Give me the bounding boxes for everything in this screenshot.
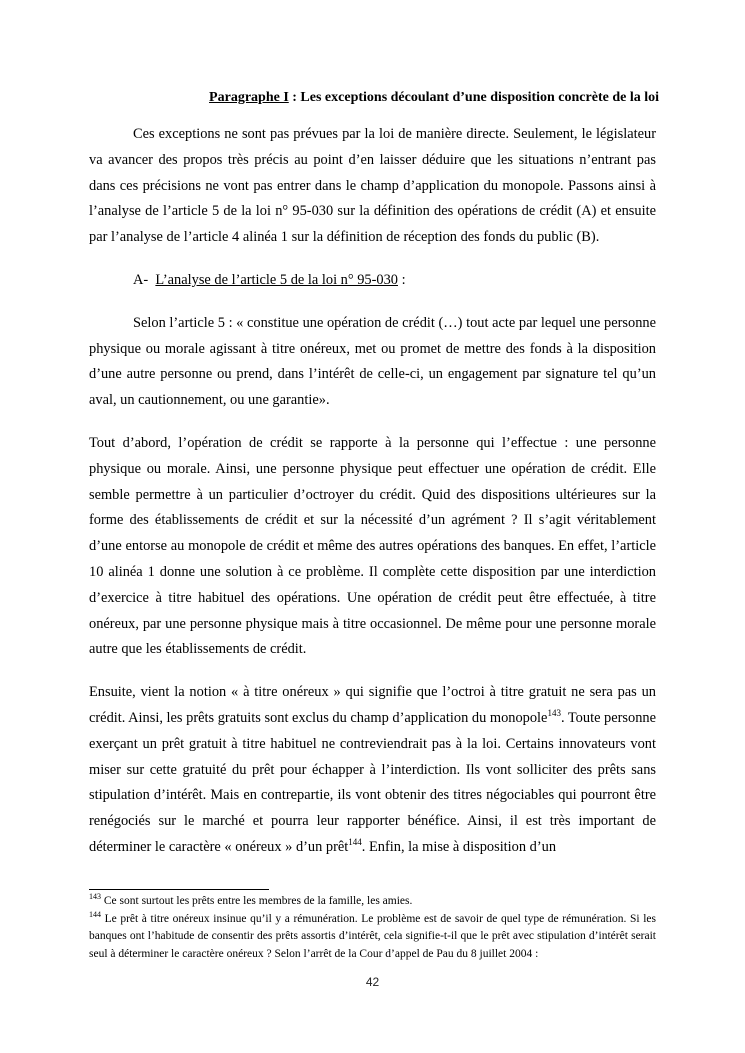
footnote (89, 893, 656, 911)
footnote-ref-144[interactable]: 144 (348, 837, 362, 848)
section-heading (89, 86, 659, 110)
footnotes (89, 893, 656, 963)
heading-title: : Les exceptions découlant d’une disposition concrète de la loi (288, 90, 659, 105)
footnote-number: 144 (89, 909, 101, 919)
page-number: 42 (365, 975, 380, 989)
first-paragraph: Tout d’abord, l’opération de crédit se rapporte à la personne qui l’effectue : une personne physique ou morale. Ainsi, une personne physique peut effectuer une opération de crédit. Elle semble permettre à un particulier d’octroyer du crédit. Quid des dispositions ultérieures sur la forme des établissements de crédit et sur la nécessité d’un agrément ? Il s’agit véritablement d’une entorse au monopole de crédit et même des autres opérations des banques. En effet, l’article 10 alinéa 1 donne une solution à ce problème. Il complète cette disposition par une interdiction d’exercice à titre habituel des opérations. Une opération de crédit peut être effectuée, à titre onéreux, par une personne physique mais à titre occasionnel. De même pour une personne morale autre que les établissements de crédit. (89, 434, 656, 658)
body-text (89, 122, 656, 878)
intro-paragraph: Ces exceptions ne sont pas prévues par la loi de manière directe. Seulement, le législateur va avancer des propos très précis au point d’en laisser déduire que les situations n’entrant pas dans ces précisions ne vont pas entrer dans le champ d’application du monopole. Passons ainsi à l’analyse de l’article 5 de la loi n° 95-030 sur la définition des opérations de crédit (A) et ensuite par l’analyse de l’article 4 alinéa 1 sur la définition de réception des fonds du public (B). (89, 126, 656, 246)
subsection-suffix: : (397, 271, 406, 288)
footnote-text: Ce sont surtout les prêts entre les membres de la famille, les amies. (101, 895, 413, 907)
quote-paragraph: Selon l’article 5 : « constitue une opération de crédit (…) tout acte par lequel une personne physique ou morale agissant à titre onéreux, met ou promet de mettre des fonds à la disposition d’une autre personne ou prend, dans l’intérêt de celle-ci, un engagement par signature tel qu’un aval, un cautionnement, ou une garantie». (89, 314, 656, 409)
next-paragraph (89, 680, 656, 861)
heading-label: Paragraphe I (209, 90, 289, 105)
footnote-ref-143[interactable]: 143 (547, 708, 561, 719)
footnote-number: 143 (89, 892, 101, 902)
footnote-separator (89, 889, 269, 890)
subsection-title: L’analyse de l’article 5 de la loi n° 95-030 (155, 271, 398, 288)
subsection-marker: A- (133, 271, 149, 288)
footnote-text: Le prêt à titre onéreux insinue qu’il y a rémunération. Le problème est de savoir de quel type de rémunération. Si les banques ont l’habitude de consentir des prêts assortis d’intérêt, cela signifie-t-il que le prêt avec stipulation d’intérêt serait seul à déterminer le caractère onéreux ? Selon l’arrêt de la Cour d’appel de Pau du 8 juillet 2004 : (89, 912, 656, 960)
next-paragraph-part-2: . Toute personne exerçant un prêt gratuit à titre habituel ne contreviendrait pas à la loi. Certains innovateurs vont miser sur cette gratuité du prêt pour échapper à l’interdiction. Ils vont solliciter des prêts sans stipulation d’intérêt. Mais en contrepartie, ils vont obtenir des titres négociables qui pourront être renégociés sur le marché et pourra leur rapporter bénéfice. Ainsi, il est très important de déterminer le caractère « onéreux » d’un prêt (89, 709, 657, 855)
next-paragraph-part-3: . Enfin, la mise à disposition d’un (361, 838, 557, 855)
subsection-heading (89, 268, 656, 294)
footnote (89, 911, 656, 964)
next-paragraph-part-1: Ensuite, vient la notion « à titre onéreux » qui signifie que l’octroi à titre gratuit ne sera pas un crédit. Ainsi, les prêts gratuits sont exclus du champ d’application du monopole (89, 684, 656, 726)
